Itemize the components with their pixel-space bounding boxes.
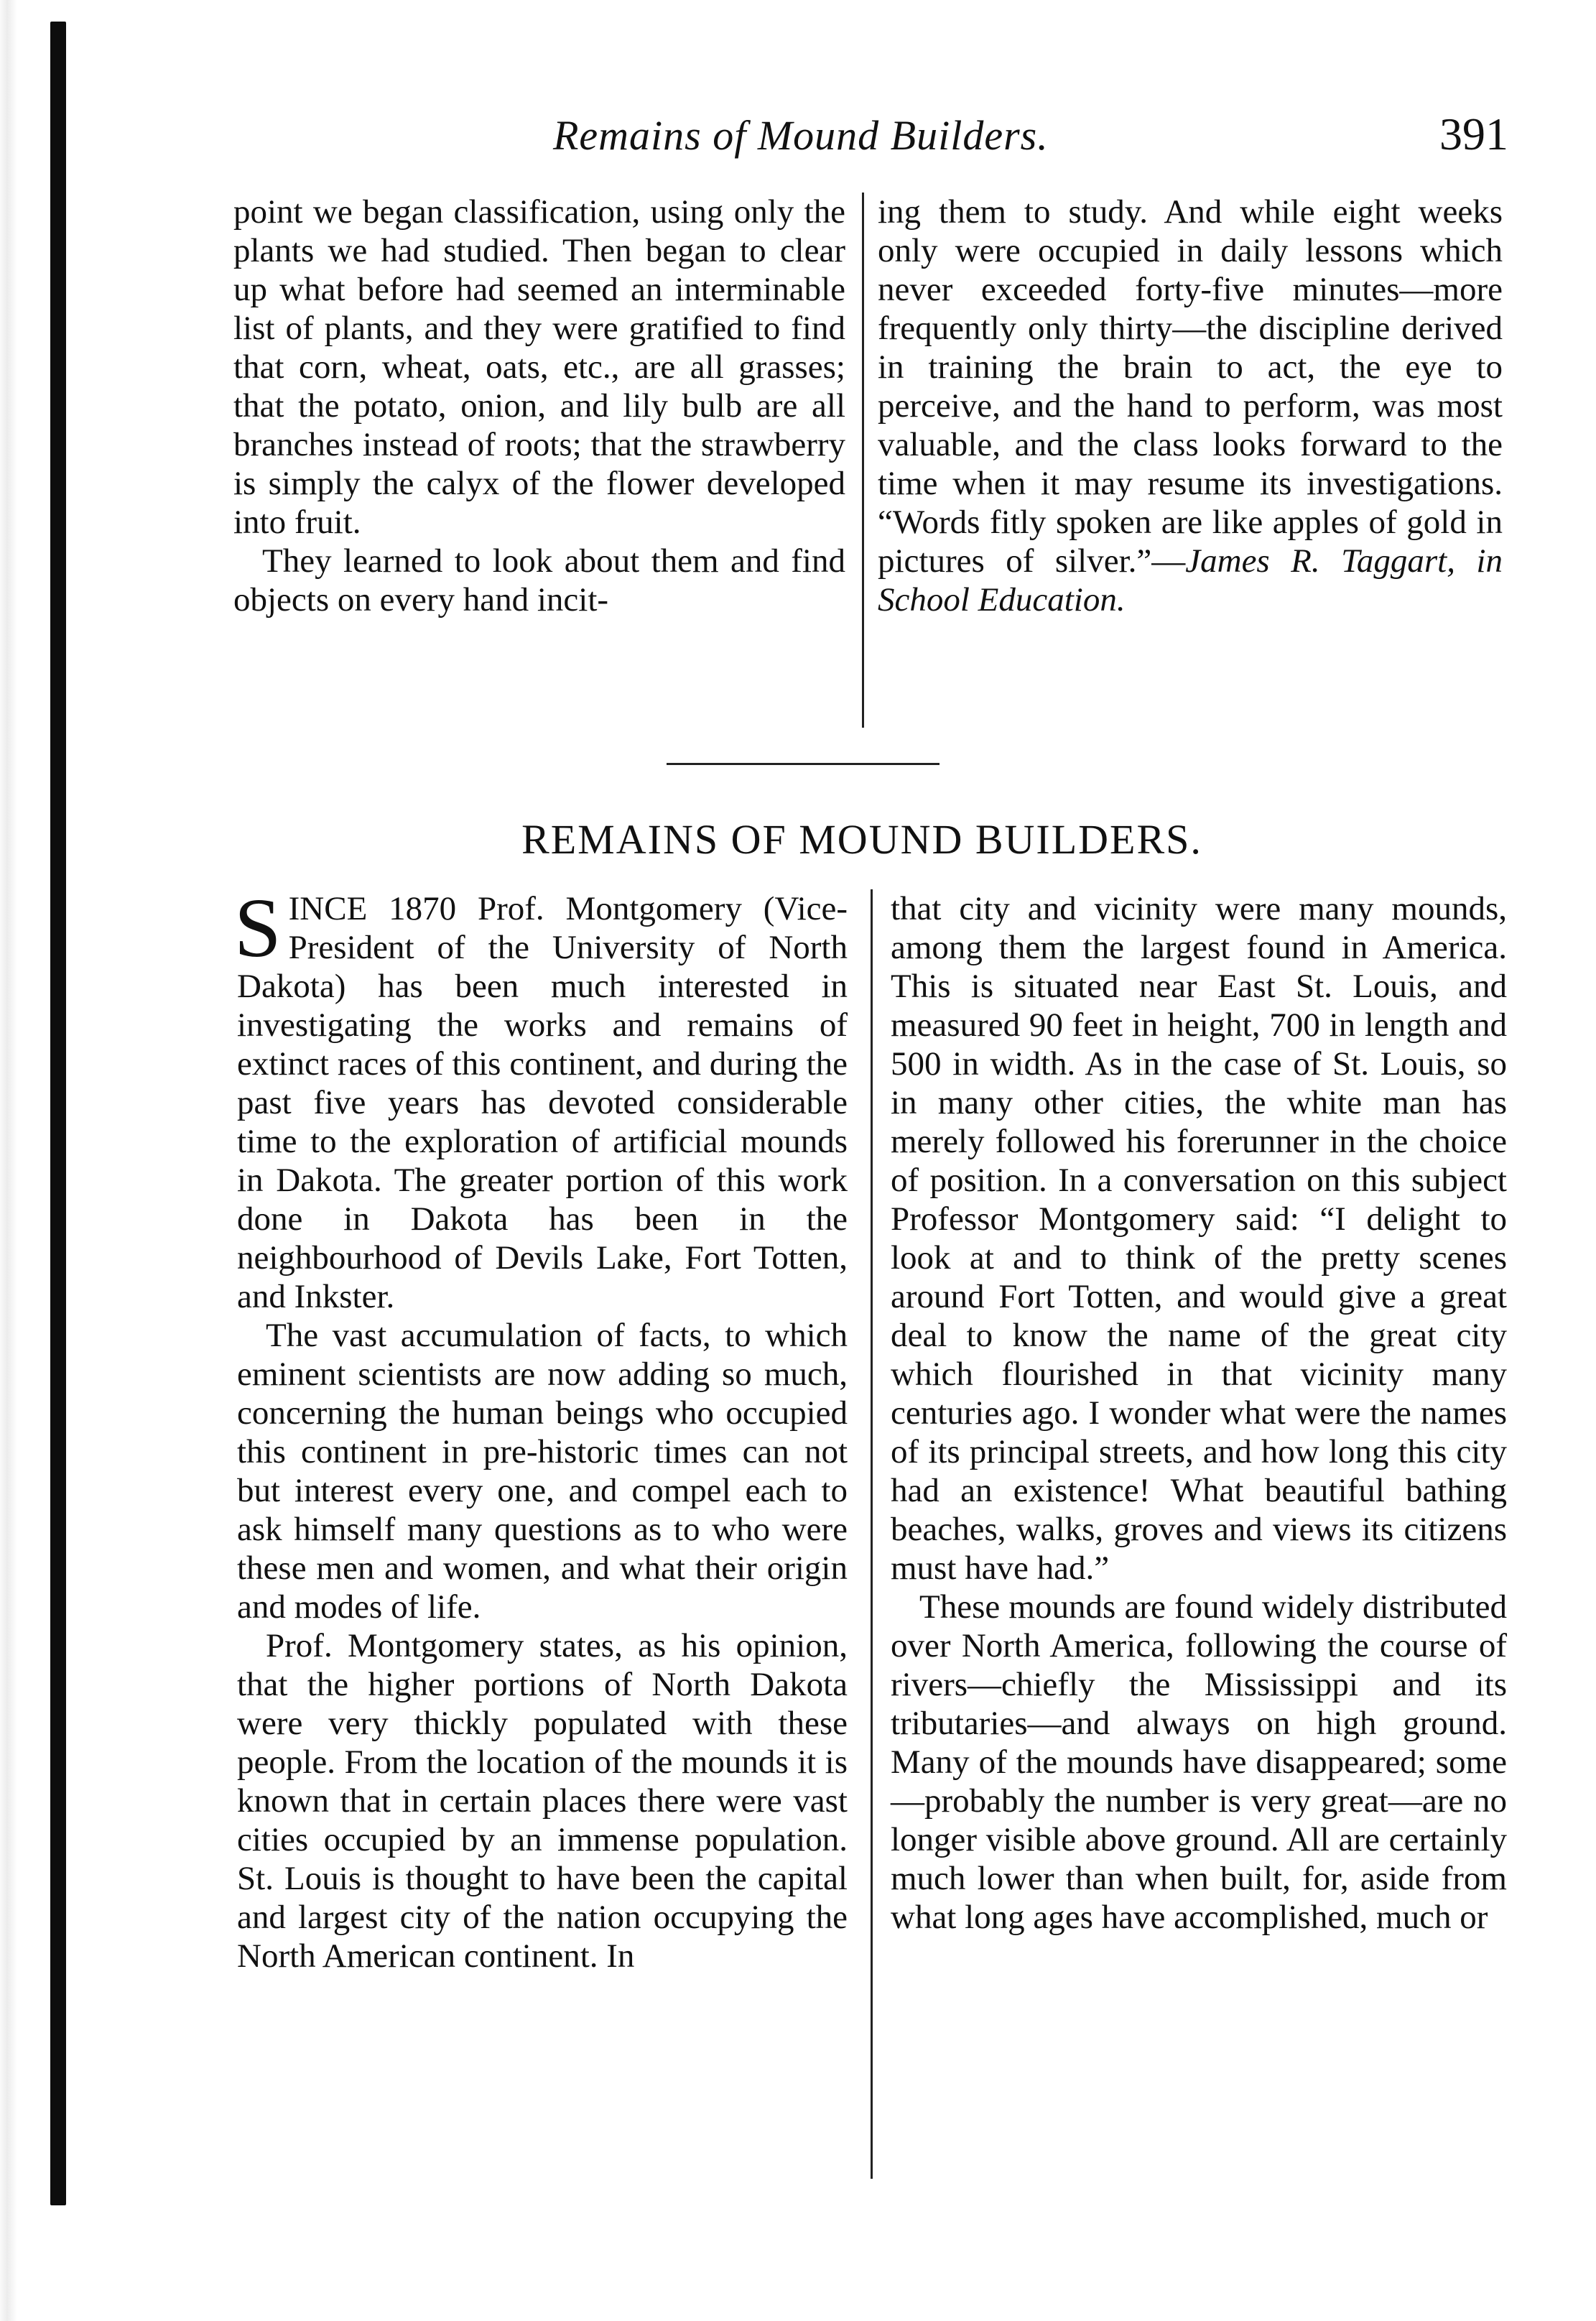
paragraph-text: INCE 1870 Prof. Montgomery (Vice-President of the University of North Dakota) has been much interested in investigating the works and remains of extinct races of this continent, and during the past five years has devoted considerable time to the exploration of artificial mounds in Dakota. The greater portion of this work done in Dakota has been in the neighbourhood of Devils Lake, Fort Totten, and Inkster. (237, 890, 848, 1315)
page-number: 391 (1439, 108, 1508, 159)
article-right-column (891, 889, 1507, 1937)
paragraph: They learned to look about them and find objects on every hand incit- (233, 542, 845, 619)
paragraph: that city and vicinity were many mounds, among them the largest found in America. This is situated near East St. Louis, and measured 90 feet in height, 700 in length and 500 in width. As in the case of St. Louis, so in many other cities, the white man has merely followed his forerunner in the choice of position. In a conversation on this subject Professor Montgomery said: “I delight to look at and to think of the pretty scenes around Fort Totten, and would give a great deal to know the name of the great city which flourished in that vicinity many centuries ago. I wonder what were the names of its principal streets, and how long this city had an existence! What beautiful bathing beaches, walks, groves and views its citizens must have had.” (891, 890, 1507, 1587)
paragraph (234, 881, 848, 1316)
attribution: James R. Taggart, in School Education. (878, 542, 1503, 619)
paragraph: Prof. Montgomery states, as his opinion, that the higher portions of North Dakota were very thickly populated with these people. From the location of the mounds it is known that in certain places there were vast cities occupied by an immense population. St. Louis is thought to have been the capital and largest city of the nation occupying the North American continent. In (237, 1627, 848, 1975)
paragraph: The vast accumulation of facts, to which eminent scientists are now adding so much, concerning the human beings who occupied this continent in pre-historic times can not but interest every one, and compel each to ask himself many questions as to who were these men and women, and what their origin and modes of life. (237, 1317, 848, 1626)
paragraph (878, 193, 1503, 619)
running-title: Remains of Mound Builders. (553, 112, 1049, 159)
gutter-shadow (0, 0, 42, 2321)
paragraph-text: ing them to study. And while eight weeks only were occupied in daily lessons which never exceeded forty-five minutes—more frequently only thirty—the discipline derived in training the brain to act, the eye to perceive, and the hand to perform, was most valuable, and the class looks forward to the time when it may resume its investigations. “Words fitly spoken are like apples of gold in pictures of silver.”— (878, 193, 1503, 580)
paragraph: point we began classification, using only the plants we had studied. Then began to clear up what before had seemed an interminable list of plants, and they were gratified to find that corn, wheat, oats, etc., are all grasses; that the potato, onion, and lily bulb are all branches instead of roots; that the strawberry is simply the calyx of the flower developed into fruit. (233, 193, 845, 541)
upper-left-column (233, 193, 845, 619)
drop-cap: S (234, 881, 282, 975)
column-divider (862, 193, 864, 728)
upper-right-column (878, 193, 1503, 619)
article-title: REMAINS OF MOUND BUILDERS. (521, 816, 1202, 863)
paragraph: These mounds are found widely distributed over North America, following the course of rivers—chiefly the Mississippi and its tributaries—and always on high ground. Many of the mounds have disappeared; some—probably the number is very great—are no longer visible above ground. All are certainly much lower than when built, for, aside from what long ages have accomplished, much or (891, 1588, 1507, 1936)
section-divider (667, 763, 939, 765)
binding-edge (50, 22, 66, 2205)
article-left-column (234, 881, 848, 1975)
column-divider (871, 889, 873, 2179)
